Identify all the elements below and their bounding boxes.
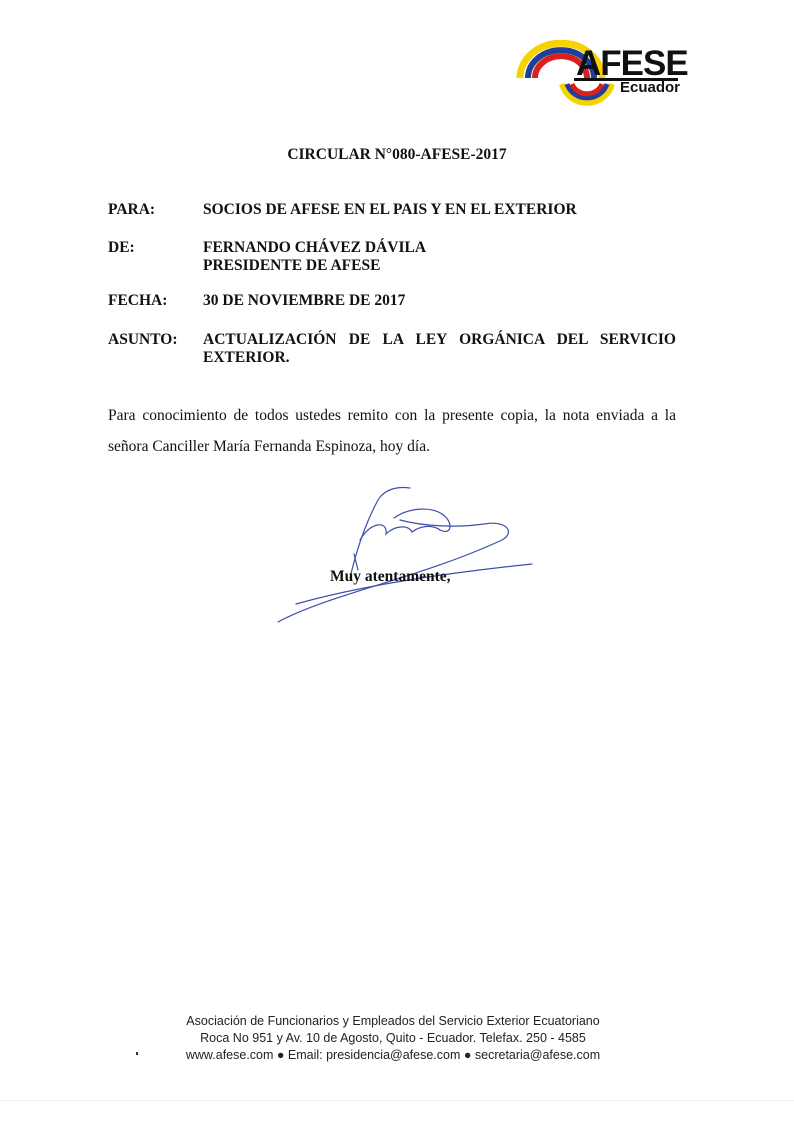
asunto-label: ASUNTO: [108, 331, 178, 348]
afese-logo [516, 40, 688, 114]
fecha-label: FECHA: [108, 292, 168, 309]
fecha-value: 30 DE NOVIEMBRE DE 2017 [203, 292, 406, 309]
scan-speck [136, 1052, 138, 1055]
para-label: PARA: [108, 201, 156, 218]
para-value: SOCIOS DE AFESE EN EL PAIS Y EN EL EXTERIOR [203, 201, 577, 218]
closing-text: Muy atentamente, [330, 568, 451, 585]
footer-line-address: Roca No 951 y Av. 10 de Agosto, Quito - Ecuador. Telefax. 250 - 4585 [200, 1031, 586, 1045]
footer [0, 1013, 786, 1064]
asunto-line-2: EXTERIOR. [203, 349, 290, 366]
asunto-line-1: ACTUALIZACIÓN DE LA LEY ORGÁNICA DEL SERVICIO [203, 331, 676, 348]
de-label: DE: [108, 239, 135, 256]
body-paragraph: Para conocimiento de todos ustedes remito con la presente copia, la nota enviada a la señora Canciller María Fernanda Espinoza, hoy día. [108, 407, 676, 455]
handwritten-signature [270, 482, 540, 632]
circular-title: CIRCULAR N°080-AFESE-2017 [287, 146, 507, 163]
footer-line-contacts: www.afese.com ● Email: presidencia@afese.com ● secretaria@afese.com [185, 1048, 601, 1062]
page-edge-divider [0, 1100, 794, 1101]
de-name: FERNANDO CHÁVEZ DÁVILA [203, 239, 427, 256]
footer-line-organization: Asociación de Funcionarios y Empleados del Servicio Exterior Ecuatoriano [186, 1014, 600, 1028]
logo-wordmark: AFESE [576, 44, 688, 83]
de-position: PRESIDENTE DE AFESE [203, 257, 381, 274]
logo-subtitle: Ecuador [620, 79, 681, 96]
